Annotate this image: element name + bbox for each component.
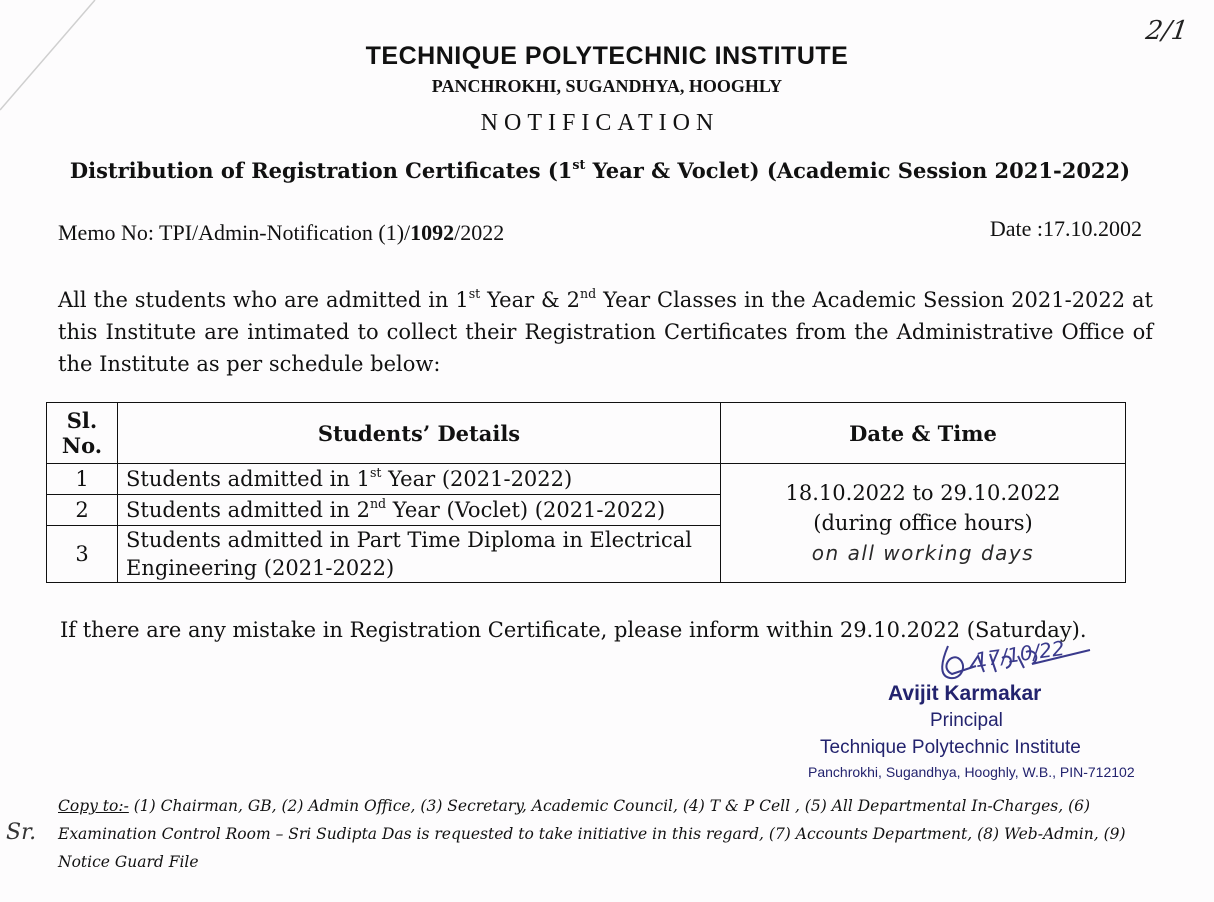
copy-to-list [58,792,1153,876]
schedule-dates: 18.10.2022 to 29.10.2022 [785,481,1061,505]
copy-to-label: Copy to:- [58,797,129,815]
row-details: Students admitted in 1st Year (2021-2022) [118,464,721,495]
row-sl: 2 [47,495,118,526]
signature-date: 17/10/22 [973,635,1067,673]
signatory-title: Principal [930,710,1003,731]
notification-heading: NOTIFICATION [480,110,720,136]
institute-name: TECHNIQUE POLYTECHNIC INSTITUTE [365,42,849,70]
row-sl: 3 [47,526,118,583]
notice-date: Date :17.10.2002 [989,216,1142,241]
memo-number: Memo No: TPI/Admin-Notification (1)/1092/2022 [58,220,505,245]
closing-sentence: If there are any mistake in Registration Certificate, please inform within 29.10.2022 (Saturday). [60,618,1087,642]
copy-to-recipients: (1) Chairman, GB, (2) Admin Office, (3) Secretary, Academic Council, (4) T & P Cell , (5) All Departmental In-Charges, (6) Examination Control Room – Sri Sudipta Das is requested to take initiative in this regard, (7) Accounts Department, (8) Web-Admin, (9) Notice Guard File [58,797,1126,871]
schedule-note: (during office hours) [813,511,1033,535]
body-paragraph: All the students who are admitted in 1st Year & 2nd Year Classes in the Academic Session 2021-2022 at this Institute are intimated to collect their Registration Certificates from the Administrative Office of the Institute as per schedule below: [58,285,1153,376]
table-header-row [47,403,1126,464]
header-sl-no: Sl. No. [47,403,118,464]
handwritten-note: on all working days [811,541,1035,565]
table-row [47,464,1126,495]
schedule-table [46,402,1126,583]
signatory-address: Panchrokhi, Sugandhya, Hooghly, W.B., PIN-712102 [808,764,1135,780]
row-details: Students admitted in Part Time Diploma in Electrical Engineering (2021-2022) [118,526,721,583]
page-number-mark: 2/1 [1143,16,1190,46]
header-students-details: Students’ Details [118,403,721,464]
signatory-name: Avijit Karmakar [888,682,1042,705]
row-details: Students admitted in 2nd Year (Voclet) (2021-2022) [118,495,721,526]
schedule-cell [721,464,1126,583]
row-sl: 1 [47,464,118,495]
header-date-time: Date & Time [721,403,1126,464]
notice-subject: Distribution of Registration Certificates (1st Year & Voclet) (Academic Session 2021-2022) [69,156,1131,183]
margin-initial: Sr. [6,820,37,845]
signatory-institute: Technique Polytechnic Institute [820,737,1081,758]
institute-address: PANCHROKHI, SUGANDHYA, HOOGHLY [431,76,783,96]
